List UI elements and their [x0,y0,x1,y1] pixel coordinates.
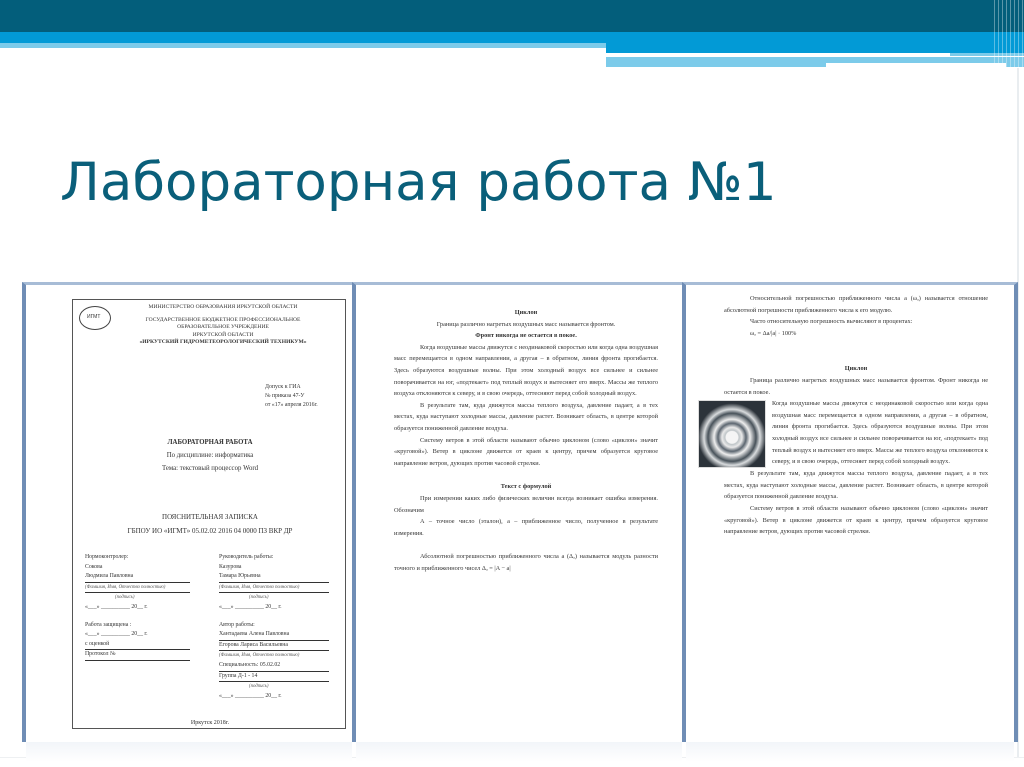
institution-header: МИНИСТЕРСТВО ОБРАЗОВАНИЯ ИРКУТСКОЙ ОБЛАСТИ ГОСУДАРСТВЕННОЕ БЮДЖЕТНОЕ ПРОФЕССИОНАЛЬНОЕ ОБРАЗОВАТЕЛЬНОЕ УЧРЕЖДЕНИЕ ИРКУТСКОЙ ОБЛАСТИ «ИРКУТСКИЙ ГИДРОМЕТЕОРОЛОГИЧЕСКИЙ ТЕХНИКУМ» [139,304,307,345]
document-page-cyclone [352,282,686,742]
college-logo-icon: ИГМТ [79,306,111,330]
header-bar-right [606,43,1024,53]
heading-formula-text: Текст с формулой [500,483,552,491]
header-bar-light [0,43,606,48]
header-bar-dark [0,0,1024,32]
header-stripes [994,0,1024,68]
document-page-title [22,282,356,742]
supervisor-author-column: Руководитель работы: Казурова Тамара Юрьевна (Фамилия, Имя, Отчество полностью) (подпись) «___» __________ 20__ г. Автор работы: Хантадаева Алена Павловна Егорова Лариса Васильевна (Фамилия, Имя, Отчество полностью) Специальность: 05.02.02 Группа Д-1 - 14 (подпись) «___» __________ 20__ г. [219,553,329,701]
header-bar-mid [0,32,1024,43]
page3-text: Относительной погрешностью приближенного числа а (ωₐ) называется отношение абсолютной погрешности приближенного числа к его модулю. Часто относительную погрешность вычисляют в процентах: ωₐ = Δa/|a| · 100% Циклон Граница различно нагретых воздушных масс называется фронтом. Фронт никогда не остается в покое. Когда воздушные массы движутся с неодинаковой скоростью или когда одна воздушная масс перемещается в одном направлении, а другая – в обратном, линия фронта прогибается. Здесь образуются воздушные волны. При этом холодный воздух все сильнее и сильнее поворачивается на юг, «подтекает» под теплый воздух и вытесняет его вверх. Массы же теплого воздуха отклоняются к северу, и в свою очередь, оттесняет перед собой холодный воздух. В результате там, куда движутся массы теплого воздуха, давление падает, а в тех местах, куда наступают холодные массы, давление растет. Возникает область, в центре которой образуется пониженной давление воздуха. Систему ветров в этой области называют обычно циклоном (слово «циклон» значит «круговой»). Ветер в циклоне движется от краев к центру, причем образуется круговое направление ветров, дующих против часовой стрелки. [724,293,988,538]
heading-cyclone: Циклон [514,309,538,316]
cyclone-image [698,400,766,468]
explanatory-note-block: ПОЯСНИТЕЛЬНАЯ ЗАПИСКА ГБПОУ ИО «ИГМТ» 05.02.02 2016 04 0000 ПЗ ВКР ДР [127,513,293,535]
document-page-formula [682,282,1018,742]
admission-block: Допуск к ГИА № приказа 47-У от «17» апреля 2016г. [265,384,318,408]
title-page-frame [72,299,346,729]
slide-title: Лабораторная работа №1 [60,152,777,213]
header-bar-right-notch [826,63,1006,67]
formula: ωₐ = Δa/|a| · 100% [750,329,797,337]
normcontrol-column: Нормоконтролер: Сокова Людмила Павловна (Фамилия, Имя, Отчество полностью) (подпись) «___» __________ 20__ г. Работа защищена : «___» __________ 20__ г. с оценкой Протокол № [85,553,190,661]
work-title-block: ЛАБОРАТОРНАЯ РАБОТА По дисциплине: информатика Тема: текстовый процессор Word [161,439,258,472]
page2-text: Циклон Граница различно нагретых воздушных масс называется фронтом. Фронт никогда не остается в покое. Когда воздушные массы движутся с неодинаковой скоростью или когда одна воздушная масс перемещается в одном направлении, а другая – в обратном, линия фронта прогибается. Здесь образуются воздушные волны. При этом холодный воздух все сильнее и сильнее поворачивается на юг, «подтекает» под теплый воздух и вытесняет его вверх. Массы же теплого воздуха отклоняются к северу, и в свою очередь, оттесняют перед собой холодный воздух. В результате там, куда движутся массы теплого воздуха, давление падает, а в тех местах, куда наступают холодные массы, давление растет. Возникает область, в центре которой образуется пониженной давление воздуха. Систему ветров в этой области называют обычно циклоном (слово «циклон» значит «круговой»). Ветер в циклоне движется от краев к центру, причем образуется круговое направление ветров, дующих против часовой стрелки. Текст с формулой При измерении каких либо физических величин всегда возникает ошибка измерения. Обозначим А – точное число (эталон), а – приближенное число, полученное в результате измерения. Абсолютной погрешностью приближенного числа а (Δₐ) называется модуль разности точного и приближенного чисел Δₐ = |A − a| [394,309,658,572]
city-year: Иркутск 2018г. [190,720,230,726]
heading-cyclone: Циклон [844,365,868,373]
header-bar-right-gap [606,53,950,56]
